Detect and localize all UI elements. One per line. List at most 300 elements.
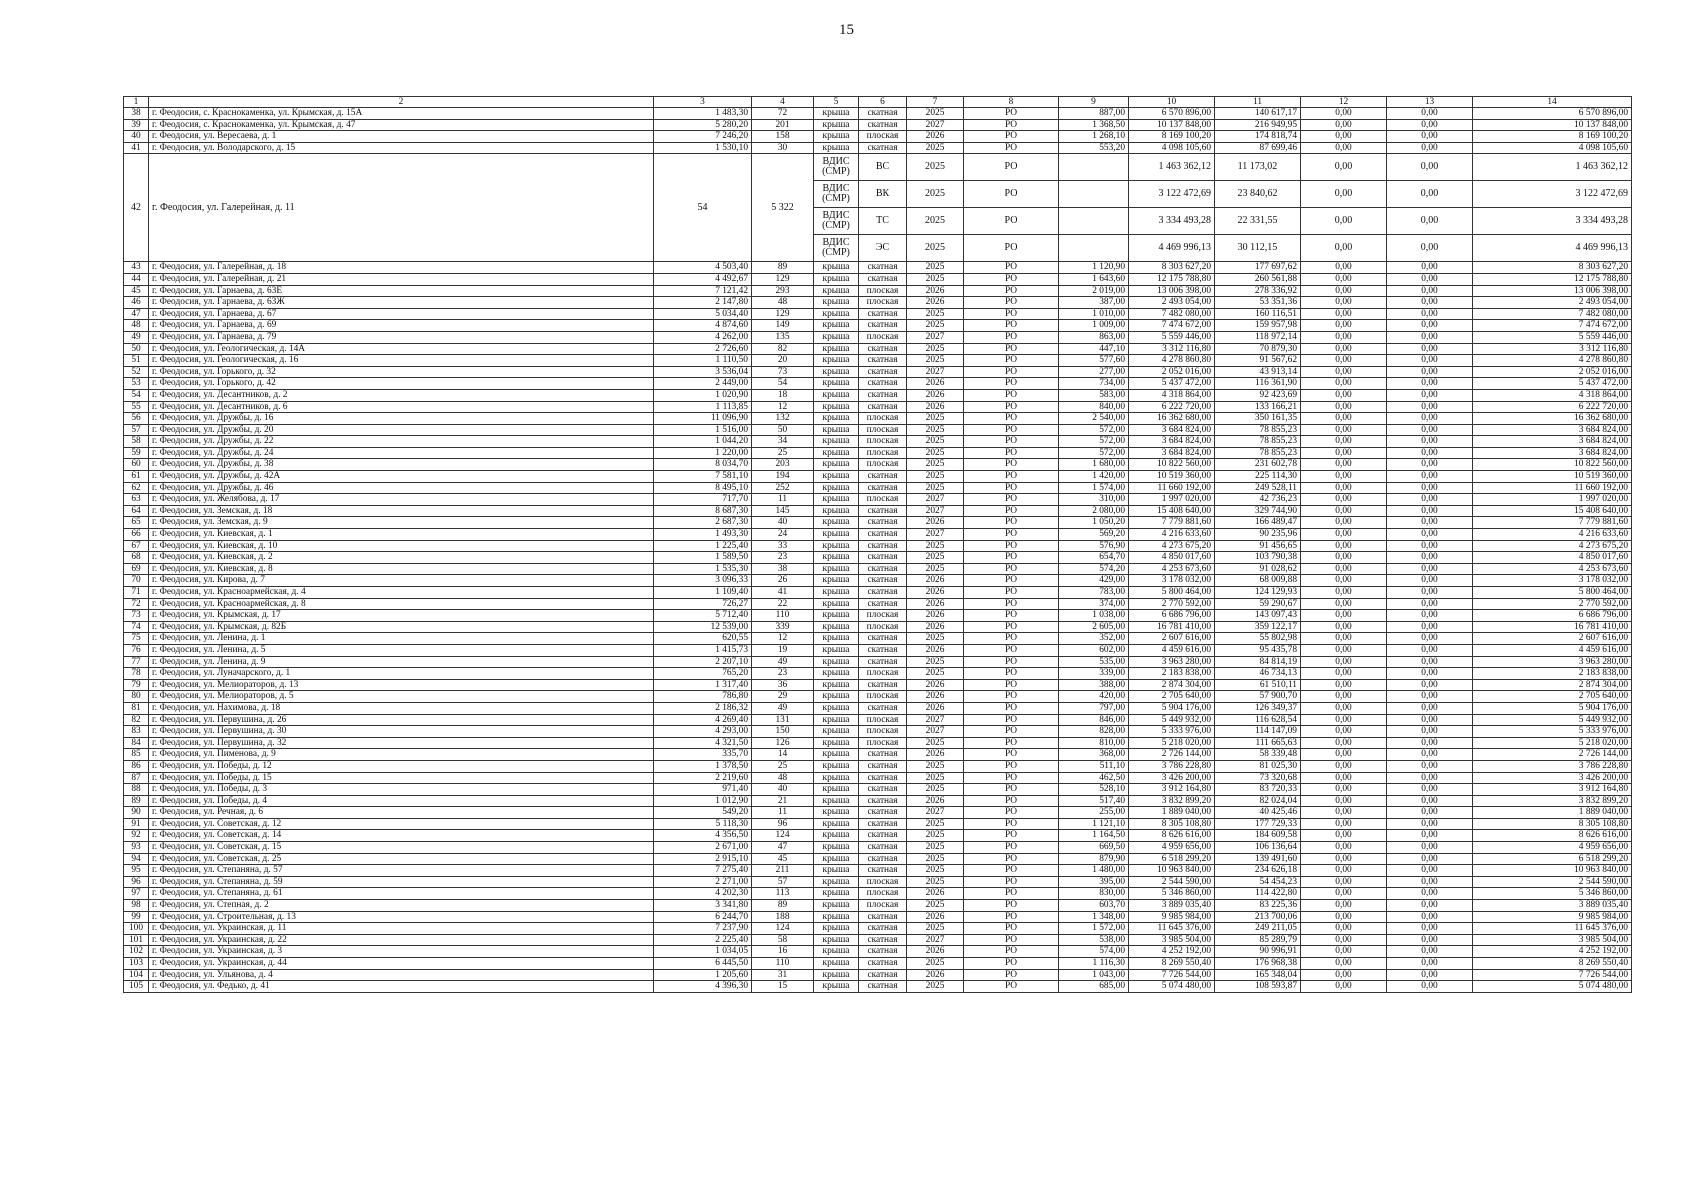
cell-cost-per-unit: 111 665,63 — [1215, 737, 1301, 749]
cell-address: г. Феодосия, ул. Ленина, д. 1 — [149, 633, 654, 645]
cell-row-number: 38 — [124, 108, 149, 120]
cell-cost-per-unit: 225 114,30 — [1215, 471, 1301, 483]
cell-year: 2025 — [907, 563, 964, 575]
cell-address: г. Феодосия, ул. Строительная, д. 13 — [149, 911, 654, 923]
cell-element: крыша — [814, 714, 859, 726]
cell-total: 4 459 616,00 — [1473, 644, 1632, 656]
cell-area: 7 275,40 — [654, 865, 752, 877]
table-row — [124, 784, 1632, 796]
cell-cost-per-unit: 249 211,05 — [1215, 923, 1301, 935]
cell-cost-per-unit: 78 855,23 — [1215, 447, 1301, 459]
cell-address: г. Феодосия, ул. Земская, д. 18 — [149, 505, 654, 517]
cell-volume: 569,20 — [1059, 529, 1129, 541]
cell-row-number: 95 — [124, 865, 149, 877]
cell-element: крыша — [814, 436, 859, 448]
cell-year: 2025 — [907, 760, 964, 772]
cell-row-number: 69 — [124, 563, 149, 575]
cell-row-number: 62 — [124, 482, 149, 494]
cell-cost-per-unit: 90 235,96 — [1215, 529, 1301, 541]
cell-address: г. Феодосия, ул. Гарнаева, д. 63Ж — [149, 297, 654, 309]
cell-address: г. Феодосия, ул. Степаняна, д. 57 — [149, 865, 654, 877]
cell-area: 4 202,30 — [654, 888, 752, 900]
cell-residents: 293 — [752, 285, 814, 297]
cell-year: 2025 — [907, 981, 964, 993]
cell-col12: 0,00 — [1301, 923, 1387, 935]
cell-address: г. Феодосия, ул. Киевская, д. 2 — [149, 552, 654, 564]
cell-source: РО — [964, 142, 1059, 154]
cell-area: 1 110,50 — [654, 355, 752, 367]
cell-col12: 0,00 — [1301, 737, 1387, 749]
cell-col13: 0,00 — [1387, 853, 1473, 865]
cell-cost: 12 175 788,80 — [1129, 273, 1215, 285]
cell-total: 4 850 017,60 — [1473, 552, 1632, 564]
cell-volume: 1 480,00 — [1059, 865, 1129, 877]
table-row — [124, 760, 1632, 772]
cell-col13: 0,00 — [1387, 131, 1473, 143]
cell-year: 2027 — [907, 529, 964, 541]
cell-area: 2 271,00 — [654, 876, 752, 888]
cell-residents: 110 — [752, 958, 814, 970]
cell-col13: 0,00 — [1387, 981, 1473, 993]
cell-element: крыша — [814, 552, 859, 564]
cell-area: 2 186,32 — [654, 702, 752, 714]
cell-row-number: 105 — [124, 981, 149, 993]
table-row — [124, 552, 1632, 564]
cell-element: крыша — [814, 853, 859, 865]
cell-volume: 797,00 — [1059, 702, 1129, 714]
cell-cost-per-unit: 133 166,21 — [1215, 401, 1301, 413]
cell-col12: 0,00 — [1301, 656, 1387, 668]
cell-total: 3 985 504,00 — [1473, 934, 1632, 946]
cell-cost: 4 278 860,80 — [1129, 355, 1215, 367]
cell-col12: 0,00 — [1301, 447, 1387, 459]
cell-total: 4 959 656,00 — [1473, 842, 1632, 854]
cell-element: крыша — [814, 285, 859, 297]
column-number-cell: 10 — [1129, 97, 1215, 108]
cell-volume: 828,00 — [1059, 726, 1129, 738]
cell-address: г. Феодосия, ул. Нахимова, д. 18 — [149, 702, 654, 714]
cell-residents: 49 — [752, 702, 814, 714]
cell-source: РО — [964, 285, 1059, 297]
cell-row-number: 55 — [124, 401, 149, 413]
cell-year: 2027 — [907, 714, 964, 726]
cell-row-number: 87 — [124, 772, 149, 784]
cell-source: РО — [964, 633, 1059, 645]
cell-cost-per-unit: 91 456,65 — [1215, 540, 1301, 552]
cell-roof-type: скатная — [859, 401, 907, 413]
cell-col13: 0,00 — [1387, 517, 1473, 529]
cell-area: 1 483,30 — [654, 108, 752, 120]
cell-roof-type: скатная — [859, 969, 907, 981]
cell-col13: 0,00 — [1387, 598, 1473, 610]
cell-cost: 4 318 864,00 — [1129, 389, 1215, 401]
cell-address: г. Феодосия, ул. Украинская, д. 44 — [149, 958, 654, 970]
cell-col12: 0,00 — [1301, 119, 1387, 131]
cell-cost: 13 006 398,00 — [1129, 285, 1215, 297]
cell-area: 1 044,20 — [654, 436, 752, 448]
cell-col13: 0,00 — [1387, 760, 1473, 772]
cell-volume: 783,00 — [1059, 587, 1129, 599]
cell-row-number: 70 — [124, 575, 149, 587]
cell-col13: 0,00 — [1387, 934, 1473, 946]
cell-volume: 1 348,00 — [1059, 911, 1129, 923]
cell-col12: 0,00 — [1301, 749, 1387, 761]
cell-total: 2 183 838,00 — [1473, 668, 1632, 680]
cell-cost: 3 334 493,28 — [1129, 208, 1215, 235]
cell-row-number: 84 — [124, 737, 149, 749]
cell-year: 2026 — [907, 517, 964, 529]
table-row — [124, 285, 1632, 297]
cell-roof-type: скатная — [859, 644, 907, 656]
cell-element: крыша — [814, 540, 859, 552]
cell-col12: 0,00 — [1301, 679, 1387, 691]
cell-total: 3 684 824,00 — [1473, 447, 1632, 459]
cell-volume: 420,00 — [1059, 691, 1129, 703]
cell-year: 2025 — [907, 262, 964, 274]
cell-element: крыша — [814, 459, 859, 471]
cell-element: крыша — [814, 273, 859, 285]
column-number-row — [124, 97, 1632, 108]
cell-col12: 0,00 — [1301, 633, 1387, 645]
cell-total: 2 493 054,00 — [1473, 297, 1632, 309]
cell-row-number: 74 — [124, 621, 149, 633]
cell-cost: 6 570 896,00 — [1129, 108, 1215, 120]
cell-row-number: 66 — [124, 529, 149, 541]
cell-address: г. Феодосия, ул. Горького, д. 32 — [149, 366, 654, 378]
cell-volume: 511,10 — [1059, 760, 1129, 772]
cell-col12: 0,00 — [1301, 760, 1387, 772]
cell-residents: 11 — [752, 807, 814, 819]
cell-element: крыша — [814, 563, 859, 575]
cell-col13: 0,00 — [1387, 262, 1473, 274]
cell-col13: 0,00 — [1387, 482, 1473, 494]
table-row — [124, 668, 1632, 680]
table-row — [124, 320, 1632, 332]
table-row — [124, 131, 1632, 143]
cell-address: г. Феодосия, ул. Дружбы, д. 20 — [149, 424, 654, 436]
table-row — [124, 389, 1632, 401]
cell-col13: 0,00 — [1387, 668, 1473, 680]
cell-total: 16 362 680,00 — [1473, 413, 1632, 425]
cell-cost-per-unit: 350 161,35 — [1215, 413, 1301, 425]
table-row — [124, 505, 1632, 517]
cell-cost: 2 770 592,00 — [1129, 598, 1215, 610]
cell-volume: 429,00 — [1059, 575, 1129, 587]
cell-year: 2025 — [907, 436, 964, 448]
cell-volume: 574,00 — [1059, 946, 1129, 958]
cell-col12: 0,00 — [1301, 876, 1387, 888]
cell-total: 2 607 616,00 — [1473, 633, 1632, 645]
cell-volume: 1 120,90 — [1059, 262, 1129, 274]
cell-area: 54 — [654, 154, 752, 262]
cell-source: РО — [964, 355, 1059, 367]
cell-cost-per-unit: 216 949,95 — [1215, 119, 1301, 131]
cell-source: РО — [964, 714, 1059, 726]
cell-cost: 1 997 020,00 — [1129, 494, 1215, 506]
cell-total: 5 559 446,00 — [1473, 331, 1632, 343]
cell-system: ВК — [859, 181, 907, 208]
cell-volume: 1 680,00 — [1059, 459, 1129, 471]
cell-volume: 572,00 — [1059, 436, 1129, 448]
cell-address: г. Феодосия, ул. Советская, д. 12 — [149, 818, 654, 830]
cell-volume: 2 019,00 — [1059, 285, 1129, 297]
cell-volume: 1 420,00 — [1059, 471, 1129, 483]
cell-col12: 0,00 — [1301, 108, 1387, 120]
cell-source: РО — [964, 911, 1059, 923]
cell-area: 4 269,40 — [654, 714, 752, 726]
table-row — [124, 540, 1632, 552]
cell-col12: 0,00 — [1301, 807, 1387, 819]
cell-col13: 0,00 — [1387, 297, 1473, 309]
column-number-cell: 13 — [1387, 97, 1473, 108]
table-row — [124, 772, 1632, 784]
cell-roof-type: плоская — [859, 900, 907, 912]
cell-residents: 132 — [752, 413, 814, 425]
cell-element: крыша — [814, 656, 859, 668]
column-number-cell: 1 — [124, 97, 149, 108]
cell-roof-type: скатная — [859, 656, 907, 668]
cell-area: 2 671,00 — [654, 842, 752, 854]
cell-cost: 10 137 848,00 — [1129, 119, 1215, 131]
cell-year: 2027 — [907, 494, 964, 506]
cell-residents: 36 — [752, 679, 814, 691]
cell-residents: 211 — [752, 865, 814, 877]
cell-row-number: 42 — [124, 154, 149, 262]
cell-cost: 15 408 640,00 — [1129, 505, 1215, 517]
cell-element: крыша — [814, 876, 859, 888]
cell-col13: 0,00 — [1387, 308, 1473, 320]
cell-element: крыша — [814, 331, 859, 343]
table-row — [124, 934, 1632, 946]
cell-source: РО — [964, 818, 1059, 830]
cell-residents: 48 — [752, 297, 814, 309]
cell-cost-per-unit: 160 116,51 — [1215, 308, 1301, 320]
cell-row-number: 96 — [124, 876, 149, 888]
cell-cost: 3 786 228,80 — [1129, 760, 1215, 772]
cell-cost-per-unit: 159 957,98 — [1215, 320, 1301, 332]
cell-element: крыша — [814, 482, 859, 494]
cell-roof-type: скатная — [859, 308, 907, 320]
cell-cost-per-unit: 68 009,88 — [1215, 575, 1301, 587]
cell-year: 2026 — [907, 911, 964, 923]
cell-col12: 0,00 — [1301, 154, 1387, 181]
cell-col12: 0,00 — [1301, 784, 1387, 796]
cell-col12: 0,00 — [1301, 459, 1387, 471]
cell-area: 8 687,30 — [654, 505, 752, 517]
cell-year: 2025 — [907, 830, 964, 842]
cell-col12: 0,00 — [1301, 343, 1387, 355]
cell-volume: 1 574,00 — [1059, 482, 1129, 494]
cell-total: 11 660 192,00 — [1473, 482, 1632, 494]
cell-source: РО — [964, 154, 1059, 181]
cell-volume: 685,00 — [1059, 981, 1129, 993]
cell-cost: 16 781 410,00 — [1129, 621, 1215, 633]
cell-cost-per-unit: 83 225,36 — [1215, 900, 1301, 912]
cell-row-number: 58 — [124, 436, 149, 448]
cell-volume: 1 121,10 — [1059, 818, 1129, 830]
cell-address: г. Феодосия, ул. Мелиораторов, д. 13 — [149, 679, 654, 691]
cell-year: 2027 — [907, 726, 964, 738]
cell-source: РО — [964, 505, 1059, 517]
cell-col13: 0,00 — [1387, 424, 1473, 436]
cell-cost: 9 985 984,00 — [1129, 911, 1215, 923]
cell-source: РО — [964, 888, 1059, 900]
cell-area: 1 589,50 — [654, 552, 752, 564]
column-number-cell: 7 — [907, 97, 964, 108]
cell-volume: 517,40 — [1059, 795, 1129, 807]
cell-roof-type: скатная — [859, 702, 907, 714]
cell-residents: 72 — [752, 108, 814, 120]
cell-total: 10 519 360,00 — [1473, 471, 1632, 483]
cell-cost-per-unit: 177 729,33 — [1215, 818, 1301, 830]
cell-cost: 3 889 035,40 — [1129, 900, 1215, 912]
cell-element: крыша — [814, 131, 859, 143]
table-row — [124, 691, 1632, 703]
cell-source: РО — [964, 424, 1059, 436]
cell-source: РО — [964, 853, 1059, 865]
cell-area: 786,80 — [654, 691, 752, 703]
cell-cost: 5 074 480,00 — [1129, 981, 1215, 993]
cell-cost: 10 519 360,00 — [1129, 471, 1215, 483]
cell-source: РО — [964, 343, 1059, 355]
cell-volume: 388,00 — [1059, 679, 1129, 691]
cell-roof-type: скатная — [859, 587, 907, 599]
cell-roof-type: скатная — [859, 540, 907, 552]
cell-residents: 12 — [752, 633, 814, 645]
cell-residents: 29 — [752, 691, 814, 703]
cell-residents: 16 — [752, 946, 814, 958]
cell-source: РО — [964, 366, 1059, 378]
cell-year: 2025 — [907, 235, 964, 262]
table-row — [124, 958, 1632, 970]
cell-row-number: 44 — [124, 273, 149, 285]
cell-col12: 0,00 — [1301, 355, 1387, 367]
cell-cost-per-unit: 124 129,93 — [1215, 587, 1301, 599]
table-row — [124, 308, 1632, 320]
cell-roof-type: плоская — [859, 668, 907, 680]
cell-residents: 48 — [752, 772, 814, 784]
cell-year: 2026 — [907, 888, 964, 900]
cell-cost-per-unit: 329 744,90 — [1215, 505, 1301, 517]
cell-total: 5 074 480,00 — [1473, 981, 1632, 993]
cell-roof-type: скатная — [859, 784, 907, 796]
cell-year: 2025 — [907, 668, 964, 680]
cell-year: 2025 — [907, 208, 964, 235]
cell-year: 2025 — [907, 876, 964, 888]
cell-volume: 255,00 — [1059, 807, 1129, 819]
cell-roof-type: плоская — [859, 888, 907, 900]
cell-area: 5 280,20 — [654, 119, 752, 131]
cell-element: крыша — [814, 702, 859, 714]
cell-total: 8 269 550,40 — [1473, 958, 1632, 970]
cell-address: г. Феодосия, ул. Кирова, д. 7 — [149, 575, 654, 587]
cell-address: г. Феодосия, ул. Галерейная, д. 11 — [149, 154, 654, 262]
cell-col12: 0,00 — [1301, 865, 1387, 877]
cell-total: 5 904 176,00 — [1473, 702, 1632, 714]
cell-area: 1 493,30 — [654, 529, 752, 541]
cell-cost-per-unit: 82 024,04 — [1215, 795, 1301, 807]
cell-residents: 24 — [752, 529, 814, 541]
cell-col12: 0,00 — [1301, 320, 1387, 332]
cell-cost: 8 305 108,80 — [1129, 818, 1215, 830]
cell-total: 3 334 493,28 — [1473, 208, 1632, 235]
cell-roof-type: скатная — [859, 505, 907, 517]
cell-address: г. Феодосия, ул. Красноармейская, д. 8 — [149, 598, 654, 610]
cell-col12: 0,00 — [1301, 830, 1387, 842]
cell-row-number: 39 — [124, 119, 149, 131]
cell-roof-type: скатная — [859, 807, 907, 819]
cell-cost: 7 726 544,00 — [1129, 969, 1215, 981]
cell-col13: 0,00 — [1387, 447, 1473, 459]
cell-cost: 8 269 550,40 — [1129, 958, 1215, 970]
cell-row-number: 43 — [124, 262, 149, 274]
cell-total: 9 985 984,00 — [1473, 911, 1632, 923]
cell-residents: 26 — [752, 575, 814, 587]
cell-cost-per-unit: 166 489,47 — [1215, 517, 1301, 529]
cell-total: 2 705 640,00 — [1473, 691, 1632, 703]
cell-element: крыша — [814, 795, 859, 807]
cell-year: 2025 — [907, 320, 964, 332]
cell-col12: 0,00 — [1301, 981, 1387, 993]
cell-total: 2 770 592,00 — [1473, 598, 1632, 610]
cell-year: 2025 — [907, 842, 964, 854]
cell-element: крыша — [814, 668, 859, 680]
cell-volume: 810,00 — [1059, 737, 1129, 749]
cell-cost: 4 253 673,60 — [1129, 563, 1215, 575]
cell-year: 2025 — [907, 355, 964, 367]
cell-cost: 4 959 656,00 — [1129, 842, 1215, 854]
cell-residents: 124 — [752, 923, 814, 935]
cell-cost-per-unit: 84 814,19 — [1215, 656, 1301, 668]
cell-area: 2 726,60 — [654, 343, 752, 355]
cell-roof-type: скатная — [859, 760, 907, 772]
cell-source: РО — [964, 108, 1059, 120]
cell-roof-type: скатная — [859, 482, 907, 494]
cell-year: 2025 — [907, 424, 964, 436]
cell-cost-per-unit: 11 173,02 — [1215, 154, 1301, 181]
cell-element: крыша — [814, 262, 859, 274]
cell-total: 8 305 108,80 — [1473, 818, 1632, 830]
cell-year: 2025 — [907, 447, 964, 459]
cell-cost-per-unit: 143 097,43 — [1215, 610, 1301, 622]
cell-cost: 2 607 616,00 — [1129, 633, 1215, 645]
cell-col13: 0,00 — [1387, 644, 1473, 656]
cell-cost-per-unit: 231 602,78 — [1215, 459, 1301, 471]
cell-row-number: 53 — [124, 378, 149, 390]
cell-source: РО — [964, 413, 1059, 425]
cell-col13: 0,00 — [1387, 726, 1473, 738]
cell-address: г. Феодосия, ул. Гарнаева, д. 67 — [149, 308, 654, 320]
cell-address: г. Феодосия, ул. Десантников, д. 6 — [149, 401, 654, 413]
cell-total: 10 822 560,00 — [1473, 459, 1632, 471]
table-row — [124, 331, 1632, 343]
cell-col13: 0,00 — [1387, 679, 1473, 691]
cell-col13: 0,00 — [1387, 505, 1473, 517]
cell-row-number: 40 — [124, 131, 149, 143]
cell-cost-per-unit: 177 697,62 — [1215, 262, 1301, 274]
cell-address: г. Феодосия, ул. Галерейная, д. 18 — [149, 262, 654, 274]
cell-cost-per-unit: 73 320,68 — [1215, 772, 1301, 784]
cell-roof-type: скатная — [859, 262, 907, 274]
cell-cost-per-unit: 278 336,92 — [1215, 285, 1301, 297]
cell-row-number: 102 — [124, 946, 149, 958]
cell-cost: 2 183 838,00 — [1129, 668, 1215, 680]
cell-source: РО — [964, 436, 1059, 448]
cell-element: крыша — [814, 378, 859, 390]
cell-col13: 0,00 — [1387, 471, 1473, 483]
cell-total: 4 216 633,60 — [1473, 529, 1632, 541]
table-row — [124, 401, 1632, 413]
